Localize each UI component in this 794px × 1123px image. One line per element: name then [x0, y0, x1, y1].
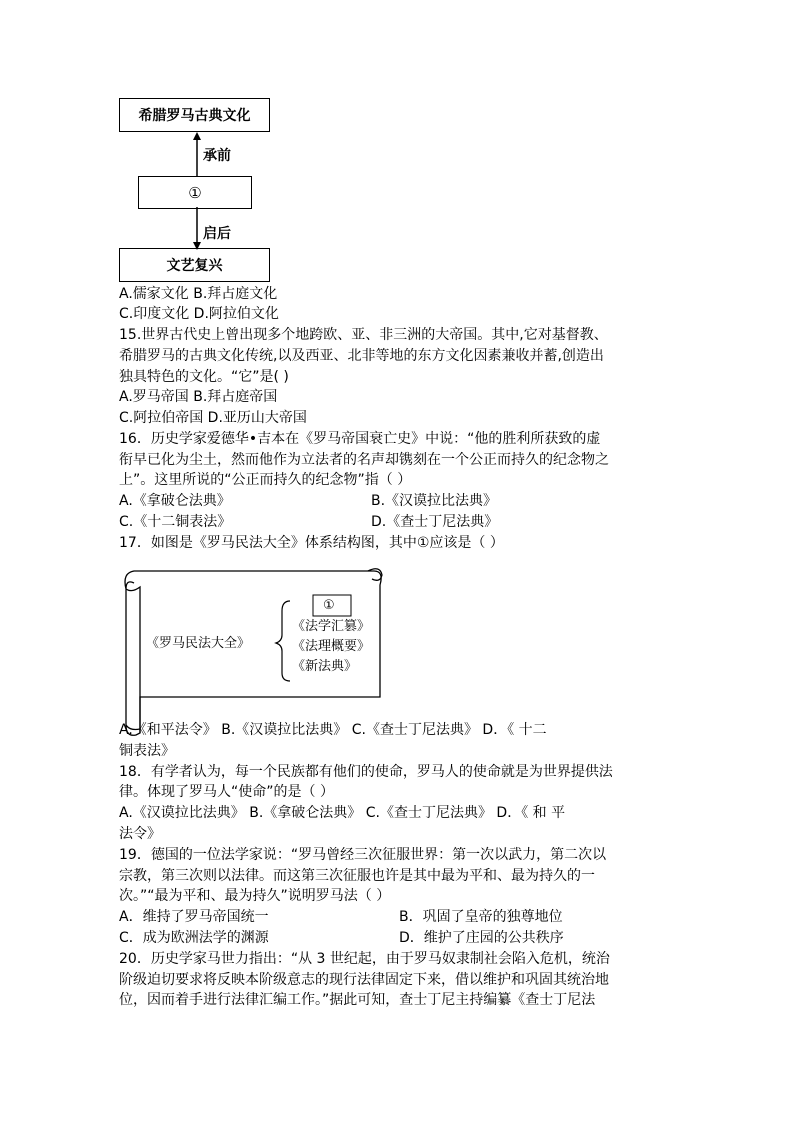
q16-option-c: C.《十二铜表法》	[119, 514, 232, 530]
q19-option-a: A．维持了罗马帝国统一	[119, 909, 269, 925]
q16-line1: 16．历史学家爱德华•吉本在《罗马帝国衰亡史》中说：“他的胜利所获致的虚	[119, 431, 601, 447]
q19-line2: 宗教，第三次则以法律。而这第三次征服也许是其中最为平和、最为持久的一	[119, 868, 595, 884]
q17-options-line1: A.《和平法令》 B.《汉谟拉比法典》 C.《查士丁尼法典》 D．《 十二	[119, 722, 547, 738]
q19-line3: 次。”“最为平和、最为持久”说明罗马法（ ）	[119, 888, 391, 904]
flow-label-upper: 承前	[203, 148, 231, 164]
q17-line1: 17．如图是《罗马民法大全》体系结构图，其中①应该是（ ）	[119, 535, 504, 551]
q16-option-b: B.《汉谟拉比法典》	[371, 493, 498, 509]
q15-line3: 独具特色的文化。“它”是( )	[119, 369, 289, 385]
q19-option-b: B．巩固了皇帝的独尊地位	[399, 909, 563, 925]
scroll-left-curl	[126, 587, 140, 733]
q19-option-d: D．维护了庄园的公共秩序	[399, 930, 564, 946]
brace	[276, 601, 290, 681]
q16-option-a: A.《拿破仑法典》	[119, 493, 231, 509]
q15-line2: 希腊罗马的古典文化传统,以及西亚、北非等地的东方文化因素兼收并蓄,创造出	[119, 348, 604, 364]
q20-line2: 阶级迫切要求将反映本阶级意志的现行法律固定下来，借以维护和巩固其统治地	[119, 972, 609, 988]
flow-box-middle-label: ①	[188, 183, 202, 202]
q18-line1: 18．有学者认为，每一个民族都有他们的使命，罗马人的使命就是为世界提供法	[119, 764, 613, 780]
q15-options-line1: A.罗马帝国 B.拜占庭帝国	[119, 389, 278, 405]
q18-line2: 律。体现了罗马人“使命”的是（ ）	[119, 784, 334, 800]
q19-option-c: C．成为欧洲法学的渊源	[119, 930, 269, 946]
q16-line2: 衔早已化为尘土，然而他作为立法者的名声却镌刻在一个公正而持久的纪念物之	[119, 452, 609, 468]
q17-options-line2: 铜表法》	[119, 743, 175, 759]
flow-box-renaissance	[119, 248, 270, 282]
scroll-box-label: ①	[323, 598, 335, 613]
q15-options-line2: C.阿拉伯帝国 D.亚历山大帝国	[119, 410, 307, 426]
q15-line1: 15.世界古代史上曾出现多个地跨欧、亚、非三洲的大帝国。其中,它对基督教、	[119, 327, 608, 343]
flow-box-top-label: 希腊罗马古典文化	[138, 108, 251, 124]
flow-box-greco-roman	[119, 98, 270, 132]
q20-line3: 位，因而着手进行法律汇编工作。”据此可知，查士丁尼主持编纂《查士丁尼法	[119, 992, 596, 1008]
flow-box-bottom-label: 文艺复兴	[166, 258, 223, 274]
q14-options-line1: A.儒家文化 B.拜占庭文化	[119, 286, 278, 302]
arrow-up-head	[193, 132, 201, 140]
q16-option-d: D.《查士丁尼法典》	[371, 514, 499, 530]
q14-options-line2: C.印度文化 D.阿拉伯文化	[119, 306, 279, 322]
scroll-item-1: 《法学汇篡》	[292, 619, 371, 634]
q19-line1: 19．德国的一位法学家说：“罗马曾经三次征服世界：第一次以武力，第二次以	[119, 847, 607, 863]
flow-label-lower: 启后	[203, 226, 231, 242]
scroll-main-label: 《罗马民法大全》	[146, 636, 251, 651]
q16-line3: 上”。这里所说的“公正而持久的纪念物”指（ ）	[119, 472, 412, 488]
flow-box-blank	[138, 176, 252, 209]
scroll-item-3: 《新法典》	[292, 659, 358, 674]
q20-line1: 20．历史学家马世力指出：“从 3 世纪起，由于罗马奴隶制社会陷入危机，统治	[119, 951, 610, 967]
q18-options-line1: A.《汉谟拉比法典》 B.《拿破仑法典》 C.《查士丁尼法典》 D．《 和 平	[119, 805, 566, 821]
q18-options-line2: 法令》	[119, 826, 161, 842]
scroll-item-2: 《法理概要》	[292, 639, 371, 654]
